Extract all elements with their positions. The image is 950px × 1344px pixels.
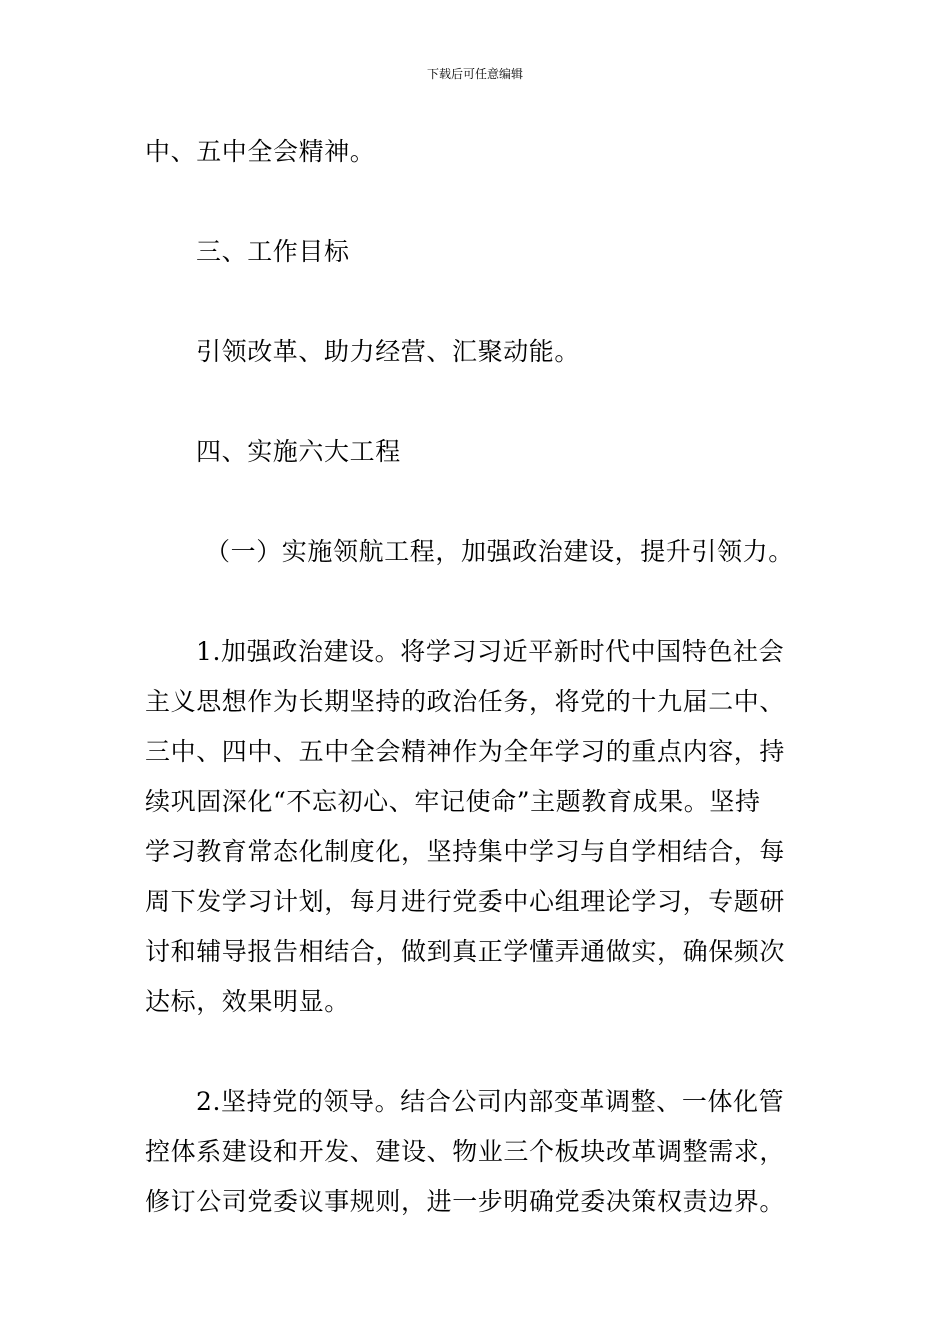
paragraph-line: 中、五中全会精神。 xyxy=(145,137,376,166)
paragraph-line: 达标，效果明显。 xyxy=(145,987,350,1016)
section-heading-goals: 三、工作目标 xyxy=(196,237,350,266)
subsection-heading: （一）实施领航工程，加强政治建设，提升引领力。 xyxy=(205,537,794,566)
paragraph-line: 1.加强政治建设。将学习习近平新时代中国特色社会 xyxy=(196,637,785,666)
paragraph-gap xyxy=(145,1027,810,1077)
paragraph-line: 主义思想作为长期坚持的政治任务，将党的十九届二中、 xyxy=(145,687,786,716)
paragraph-line: 修订公司党委议事规则，进一步明确党委决策权责边界。 xyxy=(145,1187,786,1216)
paragraph-line: 2.坚持党的领导。结合公司内部变革调整、一体化管 xyxy=(196,1087,785,1116)
document-body xyxy=(145,127,810,1227)
paragraph-line: 续巩固深化“不忘初心、牢记使命”主题教育成果。坚持 xyxy=(145,787,761,816)
paragraph-gap xyxy=(145,377,810,427)
page-header-note: 下载后可任意编辑 xyxy=(426,67,523,81)
paragraph-line: 讨和辅导报告相结合，做到真正学懂弄通做实，确保频次 xyxy=(145,937,786,966)
paragraph-line: 三中、四中、五中全会精神作为全年学习的重点内容，持 xyxy=(145,737,786,766)
paragraph-line: 周下发学习计划，每月进行党委中心组理论学习，专题研 xyxy=(145,887,786,916)
paragraph-gap xyxy=(145,177,810,227)
paragraph-gap xyxy=(145,477,810,527)
section-heading-projects: 四、实施六大工程 xyxy=(196,437,401,466)
paragraph-gap xyxy=(145,277,810,327)
paragraph-line: 控体系建设和开发、建设、物业三个板块改革调整需求， xyxy=(145,1137,786,1166)
paragraph-gap xyxy=(145,577,810,627)
paragraph-line: 引领改革、助力经营、汇聚动能。 xyxy=(196,337,581,366)
paragraph-line: 学习教育常态化制度化，坚持集中学习与自学相结合，每 xyxy=(145,837,786,866)
